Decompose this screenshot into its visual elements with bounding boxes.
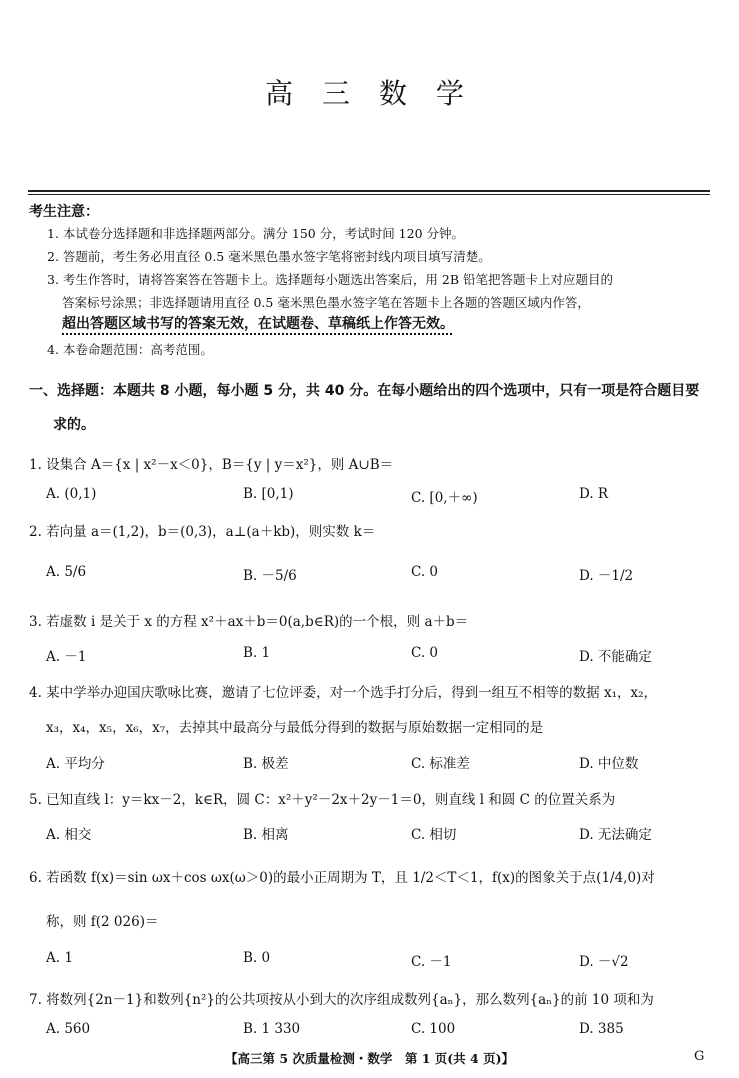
q7-option-a: A. 560 (46, 1021, 91, 1037)
q6-option-a: A. 1 (46, 950, 73, 966)
q4-option-a: A. 平均分 (46, 756, 105, 772)
q2-option-d: D. －1/2 (579, 568, 634, 584)
question-3: 3. 若虚数 i 是关于 x 的方程 x²＋ax＋b＝0(a,b∈R)的一个根，则 a＋b＝ (29, 614, 469, 630)
notice-item-2: 2. 答题前，考生务必用直径 0.5 毫米黑色墨水签字笔将密封线内项目填写清楚。 (47, 249, 491, 264)
notice-item-4: 4. 本卷命题范围：高考范围。 (47, 342, 213, 357)
question-7: 7. 将数列{2n－1}和数列{n²}的公共项按从小到大的次序组成数列{aₙ}，那么数列{aₙ}的前 10 项和为 (29, 992, 654, 1008)
section-heading-cont: 求的。 (53, 417, 95, 433)
q6-option-b: B. 0 (243, 950, 271, 966)
q5-option-d: D. 无法确定 (579, 827, 652, 843)
question-4: 4. 某中学举办迎国庆歌咏比赛，邀请了七位评委，对一个选手打分后，得到一组互不相等的数据 x₁，x₂， (29, 685, 658, 701)
q4-option-b: B. 极差 (243, 756, 289, 772)
divider-thick (28, 190, 710, 192)
question-2: 2. 若向量 a＝(1,2)，b＝(0,3)，a⊥(a＋kb)，则实数 k＝ (29, 524, 376, 540)
q5-option-b: B. 相离 (243, 827, 289, 843)
q7-option-d: D. 385 (579, 1021, 624, 1037)
q1-option-d: D. R (579, 486, 609, 502)
q1-option-a: A. (0,1) (46, 486, 97, 502)
notice-item-3: 3. 考生作答时，请将答案答在答题卡上。选择题每小题选出答案后，用 2B 铅笔把答题卡上对应题目的 (47, 272, 613, 287)
q3-option-c: C. 0 (411, 645, 439, 661)
notice-heading: 考生注意： (29, 204, 99, 220)
notice-item-1: 1. 本试卷分选择题和非选择题两部分。满分 150 分，考试时间 120 分钟。 (47, 226, 465, 241)
q2-option-c: C. 0 (411, 564, 439, 580)
q5-option-a: A. 相交 (46, 827, 92, 843)
question-6-cont: 称，则 f(2 026)＝ (46, 914, 159, 930)
q2-option-b: B. －5/6 (243, 568, 297, 584)
divider-thin (28, 194, 710, 195)
q4-option-c: C. 标准差 (411, 756, 470, 772)
notice-emphasis: 超出答题区域书写的答案无效，在试题卷、草稿纸上作答无效。 (62, 316, 454, 332)
page-title: 高 三 数 学 (265, 77, 474, 110)
q4-option-d: D. 中位数 (579, 756, 639, 772)
q2-option-a: A. 5/6 (46, 564, 87, 580)
notice-item-3-cont: 答案标号涂黑；非选择题请用直径 0.5 毫米黑色墨水签字笔在答题卡上各题的答题区域内作答， (62, 295, 590, 310)
question-5: 5. 已知直线 l：y＝kx－2，k∈R，圆 C：x²＋y²－2x＋2y－1＝0，则直线 l 和圆 C 的位置关系为 (29, 792, 616, 808)
q1-option-b: B. [0,1) (243, 486, 294, 502)
section-heading: 一、选择题：本题共 8 小题，每小题 5 分，共 40 分。在每小题给出的四个选项中，只有一项是符合题目要 (29, 383, 700, 399)
question-1: 1. 设集合 A＝{x | x²－x＜0}，B＝{y | y＝x²}，则 A∪B＝ (29, 457, 394, 473)
q6-option-d: D. －√2 (579, 954, 629, 970)
q5-option-c: C. 相切 (411, 827, 457, 843)
q7-option-c: C. 100 (411, 1021, 456, 1037)
q3-option-d: D. 不能确定 (579, 649, 652, 665)
q3-option-b: B. 1 (243, 645, 271, 661)
q3-option-a: A. －1 (46, 649, 87, 665)
question-4-cont: x₃，x₄，x₅，x₆，x₇，去掉其中最高分与最低分得到的数据与原始数据一定相同的是 (46, 720, 544, 736)
q6-option-c: C. －1 (411, 954, 452, 970)
footer-version-letter: G (694, 1049, 705, 1064)
q7-option-b: B. 1 330 (243, 1021, 301, 1037)
page-footer: 【高三第 5 次质量检测・数学 第 1 页(共 4 页)】 (224, 1051, 515, 1066)
q1-option-c: C. [0,＋∞) (411, 490, 478, 506)
question-6: 6. 若函数 f(x)＝sin ωx＋cos ωx(ω＞0)的最小正周期为 T，且 1/2＜T＜1，f(x)的图象关于点(1/4,0)对 (29, 870, 655, 886)
